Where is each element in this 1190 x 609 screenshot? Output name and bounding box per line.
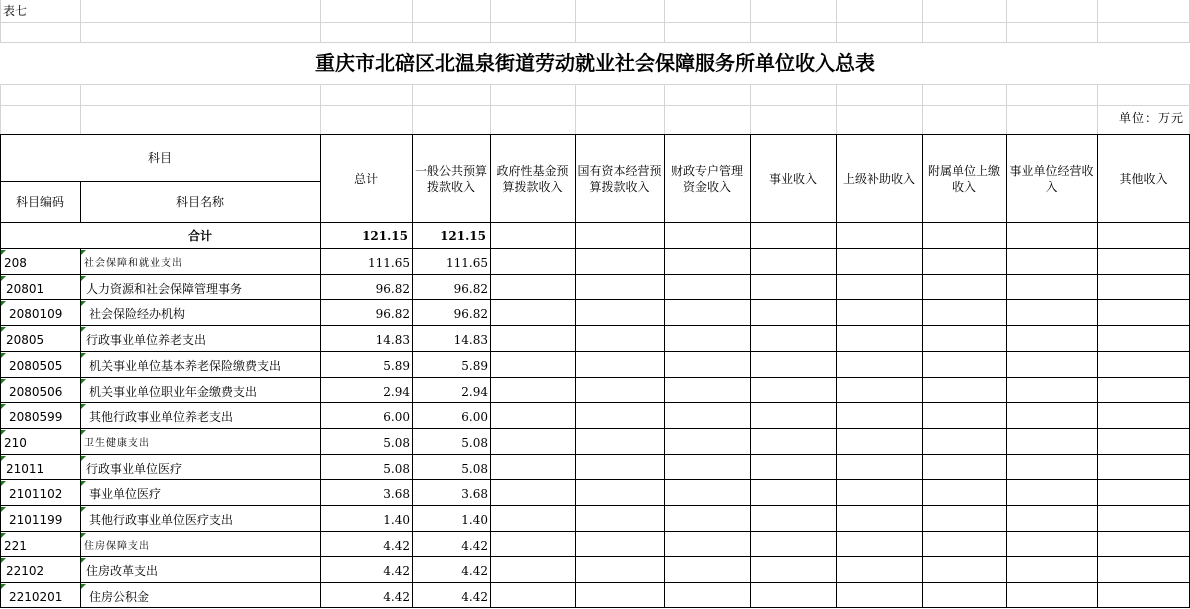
header-total: 总计 bbox=[353, 171, 378, 186]
row-total: 4.42 bbox=[383, 590, 410, 604]
table-border bbox=[575, 134, 576, 608]
header-superior-subsidy: 上级补助收入 bbox=[842, 171, 915, 186]
table-border bbox=[80, 505, 81, 531]
table-border bbox=[750, 134, 751, 608]
gridline bbox=[836, 0, 837, 22]
gridline bbox=[836, 84, 837, 105]
row-general-budget: 3.68 bbox=[461, 487, 488, 501]
gridline bbox=[836, 22, 837, 42]
row-subject-name: 其他行政事业单位医疗支出 bbox=[89, 513, 234, 527]
cell-indicator-icon bbox=[1, 533, 6, 538]
gridline bbox=[0, 22, 1, 42]
header-business-income: 事业收入 bbox=[768, 171, 817, 186]
row-subject-name: 住房改革支出 bbox=[86, 564, 159, 578]
header-subject-code: 科目编码 bbox=[15, 195, 64, 209]
table-border bbox=[0, 325, 1190, 326]
row-subject-name: 卫生健康支出 bbox=[84, 438, 150, 449]
row-subject-code: 21011 bbox=[6, 462, 45, 476]
gridline bbox=[0, 42, 1190, 43]
row-total: 3.68 bbox=[383, 487, 410, 501]
header-subject-name: 科目名称 bbox=[175, 195, 224, 209]
total-row-general: 121.15 bbox=[440, 229, 486, 243]
gridline bbox=[750, 0, 751, 22]
table-border bbox=[80, 479, 81, 505]
table-border bbox=[0, 428, 1190, 429]
gridline bbox=[664, 22, 665, 42]
gridline bbox=[412, 0, 413, 22]
header-gov-fund: 政府性基金预算拨款收入 bbox=[496, 163, 569, 194]
gridline bbox=[490, 84, 491, 105]
row-subject-name: 机关事业单位基本养老保险缴费支出 bbox=[89, 359, 282, 373]
table-border bbox=[320, 134, 321, 608]
gridline bbox=[412, 84, 413, 105]
total-row-total: 121.15 bbox=[362, 229, 408, 243]
row-total: 1.40 bbox=[383, 513, 410, 527]
row-general-budget: 4.42 bbox=[461, 564, 488, 578]
row-general-budget: 2.94 bbox=[461, 385, 488, 399]
row-subject-name: 人力资源和社会保障管理事务 bbox=[86, 282, 243, 296]
cell-indicator-icon bbox=[1, 301, 6, 306]
table-border bbox=[0, 134, 1190, 135]
row-subject-name: 住房保障支出 bbox=[84, 541, 150, 552]
row-general-budget: 96.82 bbox=[453, 282, 488, 296]
table-border bbox=[80, 531, 81, 557]
cell-indicator-icon bbox=[81, 558, 86, 563]
row-total: 5.08 bbox=[383, 436, 410, 450]
cell-indicator-icon bbox=[81, 584, 86, 589]
gridline bbox=[80, 105, 81, 134]
header-fiscal-special: 财政专户管理资金收入 bbox=[670, 163, 743, 194]
table-border bbox=[80, 454, 81, 480]
cell-indicator-icon bbox=[81, 379, 86, 384]
row-subject-name: 事业单位医疗 bbox=[89, 487, 162, 501]
row-subject-code: 2210201 bbox=[9, 590, 63, 604]
row-general-budget: 14.83 bbox=[453, 333, 488, 347]
table-border bbox=[0, 582, 1190, 583]
table-border bbox=[0, 454, 1190, 455]
cell-indicator-icon bbox=[81, 353, 86, 358]
cell-indicator-icon bbox=[1, 558, 6, 563]
gridline bbox=[1097, 0, 1098, 22]
row-general-budget: 4.42 bbox=[461, 590, 488, 604]
cell-indicator-icon bbox=[1, 507, 6, 512]
table-border bbox=[412, 134, 413, 608]
cell-indicator-icon bbox=[1, 379, 6, 384]
table-border bbox=[1097, 134, 1098, 608]
gridline bbox=[320, 0, 321, 22]
cell-indicator-icon bbox=[1, 327, 6, 332]
cell-indicator-icon bbox=[81, 404, 86, 409]
table-border bbox=[0, 181, 320, 182]
row-general-budget: 96.82 bbox=[453, 307, 488, 321]
gridline bbox=[412, 22, 413, 42]
table-border bbox=[0, 134, 1, 608]
table-border bbox=[0, 556, 1190, 557]
table-border bbox=[80, 274, 81, 300]
row-total: 111.65 bbox=[368, 256, 410, 270]
row-general-budget: 1.40 bbox=[461, 513, 488, 527]
row-subject-name: 住房公积金 bbox=[89, 590, 150, 604]
header-general-budget: 一般公共预算拨款收入 bbox=[414, 163, 487, 194]
cell-indicator-icon bbox=[1, 404, 6, 409]
gridline bbox=[664, 0, 665, 22]
row-subject-code: 221 bbox=[4, 539, 27, 553]
table-border bbox=[922, 134, 923, 608]
gridline bbox=[320, 105, 321, 134]
gridline bbox=[750, 22, 751, 42]
table-border bbox=[0, 222, 1190, 223]
table-border bbox=[80, 556, 81, 582]
table-border bbox=[490, 134, 491, 608]
cell-indicator-icon bbox=[81, 276, 86, 281]
table-border bbox=[0, 479, 1190, 480]
row-subject-code: 20801 bbox=[6, 282, 45, 296]
row-total: 5.89 bbox=[383, 359, 410, 373]
gridline bbox=[750, 105, 751, 134]
gridline bbox=[575, 0, 576, 22]
table-border bbox=[80, 377, 81, 403]
gridline bbox=[836, 105, 837, 134]
row-general-budget: 5.89 bbox=[461, 359, 488, 373]
cell-indicator-icon bbox=[1, 584, 6, 589]
gridline bbox=[0, 0, 1, 22]
cell-indicator-icon bbox=[81, 456, 86, 461]
row-general-budget: 111.65 bbox=[446, 256, 488, 270]
gridline bbox=[575, 105, 576, 134]
gridline bbox=[412, 105, 413, 134]
row-subject-code: 22102 bbox=[6, 564, 45, 578]
unit-label: 单位：万元 bbox=[1118, 111, 1184, 125]
row-subject-code: 2080599 bbox=[9, 410, 63, 424]
cell-indicator-icon bbox=[81, 327, 86, 332]
row-general-budget: 4.42 bbox=[461, 539, 488, 553]
row-subject-code: 2080505 bbox=[9, 359, 63, 373]
gridline bbox=[922, 0, 923, 22]
table-border bbox=[80, 402, 81, 428]
gridline bbox=[80, 22, 81, 42]
table-border bbox=[0, 505, 1190, 506]
gridline bbox=[490, 0, 491, 22]
header-subject: 科目 bbox=[147, 151, 172, 165]
row-total: 2.94 bbox=[383, 385, 410, 399]
gridline bbox=[80, 84, 81, 105]
row-subject-name: 社会保险经办机构 bbox=[89, 307, 186, 321]
gridline bbox=[1097, 22, 1098, 42]
gridline bbox=[664, 105, 665, 134]
gridline bbox=[664, 84, 665, 105]
table-border bbox=[80, 582, 81, 608]
gridline bbox=[575, 84, 576, 105]
row-total: 96.82 bbox=[375, 307, 410, 321]
cell-indicator-icon bbox=[81, 250, 86, 255]
gridline bbox=[575, 22, 576, 42]
gridline bbox=[0, 84, 1, 105]
gridline bbox=[1006, 22, 1007, 42]
row-total: 4.42 bbox=[383, 539, 410, 553]
row-total: 96.82 bbox=[375, 282, 410, 296]
row-general-budget: 6.00 bbox=[461, 410, 488, 424]
cell-indicator-icon bbox=[1, 353, 6, 358]
page-title: 重庆市北碚区北温泉街道劳动就业社会保障服务所单位收入总表 bbox=[315, 51, 875, 75]
row-total: 6.00 bbox=[383, 410, 410, 424]
table-border bbox=[0, 607, 1190, 608]
row-general-budget: 5.08 bbox=[461, 436, 488, 450]
table-border bbox=[1006, 134, 1007, 608]
table-border bbox=[0, 402, 1190, 403]
cell-indicator-icon bbox=[81, 507, 86, 512]
cell-indicator-icon bbox=[1, 250, 6, 255]
table-border bbox=[80, 325, 81, 351]
cell-indicator-icon bbox=[81, 430, 86, 435]
gridline bbox=[490, 22, 491, 42]
row-subject-name: 行政事业单位医疗 bbox=[86, 462, 183, 476]
gridline bbox=[750, 84, 751, 105]
gridline bbox=[1006, 105, 1007, 134]
table-border bbox=[80, 299, 81, 325]
cell-indicator-icon bbox=[1, 456, 6, 461]
cell-indicator-icon bbox=[1, 276, 6, 281]
row-subject-name: 机关事业单位职业年金缴费支出 bbox=[89, 385, 258, 399]
gridline bbox=[490, 105, 491, 134]
gridline bbox=[0, 84, 1190, 85]
row-subject-code: 2080506 bbox=[9, 385, 63, 399]
total-row-label: 合计 bbox=[187, 229, 212, 243]
gridline bbox=[922, 22, 923, 42]
row-subject-code: 2101199 bbox=[9, 513, 63, 527]
gridline bbox=[320, 22, 321, 42]
gridline bbox=[0, 105, 1, 134]
table-border bbox=[80, 181, 81, 222]
header-operating-income: 事业单位经营收入 bbox=[1009, 163, 1094, 194]
row-total: 14.83 bbox=[375, 333, 410, 347]
table-border bbox=[0, 377, 1190, 378]
cell-indicator-icon bbox=[81, 301, 86, 306]
gridline bbox=[922, 105, 923, 134]
gridline bbox=[0, 105, 1190, 106]
table-border bbox=[80, 428, 81, 454]
cell-indicator-icon bbox=[81, 481, 86, 486]
row-subject-code: 208 bbox=[4, 256, 27, 270]
row-subject-code: 2080109 bbox=[9, 307, 63, 321]
gridline bbox=[80, 0, 81, 22]
row-subject-code: 210 bbox=[4, 436, 27, 450]
gridline bbox=[1097, 84, 1098, 105]
header-other-income: 其他收入 bbox=[1119, 171, 1168, 186]
row-total: 4.42 bbox=[383, 564, 410, 578]
cell-indicator-icon bbox=[1, 430, 6, 435]
cell-indicator-icon bbox=[81, 533, 86, 538]
row-general-budget: 5.08 bbox=[461, 462, 488, 476]
table-border bbox=[836, 134, 837, 608]
row-subject-name: 社会保障和就业支出 bbox=[84, 258, 183, 269]
table-border bbox=[80, 351, 81, 377]
table-border bbox=[0, 274, 1190, 275]
header-affiliated-payment: 附属单位上缴收入 bbox=[927, 163, 1000, 194]
row-subject-name: 其他行政事业单位养老支出 bbox=[89, 410, 234, 424]
gridline bbox=[320, 84, 321, 105]
table-border bbox=[664, 134, 665, 608]
gridline bbox=[922, 84, 923, 105]
cell-indicator-icon bbox=[1, 481, 6, 486]
gridline bbox=[0, 22, 1190, 23]
table-border bbox=[0, 248, 1190, 249]
table-border bbox=[0, 299, 1190, 300]
gridline bbox=[1006, 0, 1007, 22]
header-state-capital: 国有资本经营预算拨款收入 bbox=[577, 163, 662, 194]
row-subject-name: 行政事业单位养老支出 bbox=[86, 333, 207, 347]
row-total: 5.08 bbox=[383, 462, 410, 476]
table-border bbox=[0, 351, 1190, 352]
row-subject-code: 2101102 bbox=[9, 487, 63, 501]
sheet-label: 表七 bbox=[3, 4, 28, 18]
table-border bbox=[80, 248, 81, 274]
table-border bbox=[0, 531, 1190, 532]
gridline bbox=[1097, 105, 1098, 134]
row-subject-code: 20805 bbox=[6, 333, 45, 347]
gridline bbox=[1006, 84, 1007, 105]
